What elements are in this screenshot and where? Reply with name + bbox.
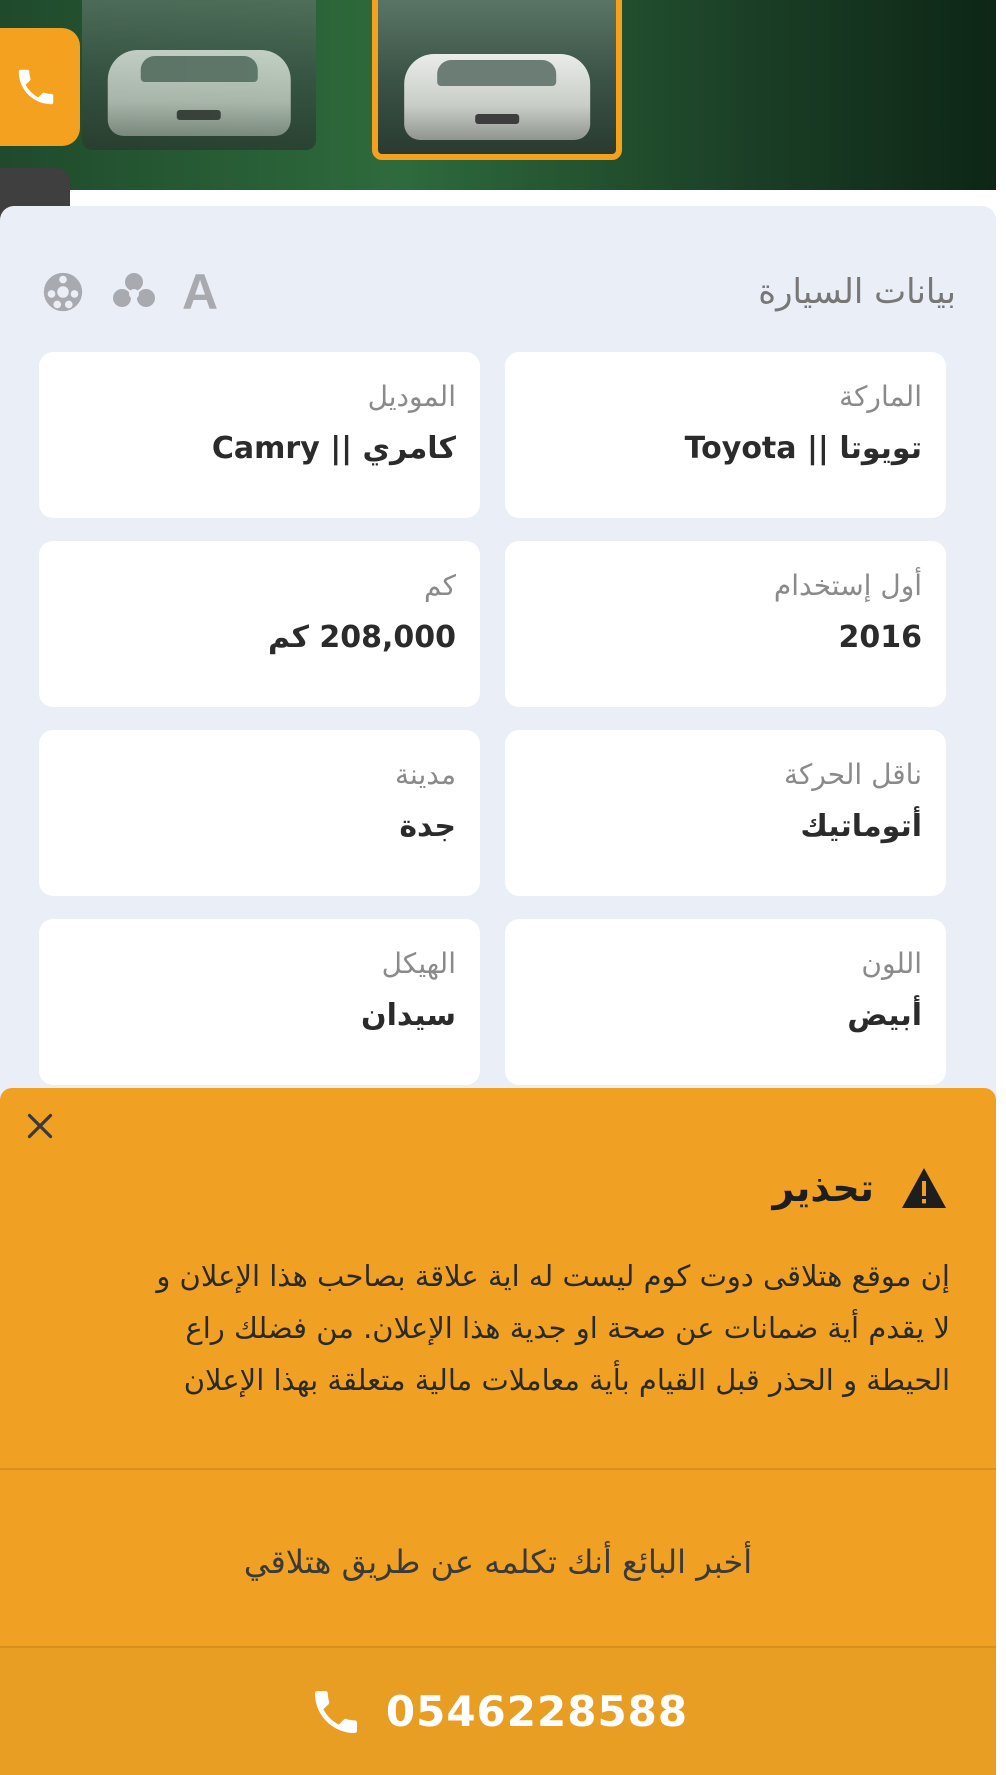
phone-icon [308, 1684, 364, 1740]
field-value: 2016 [838, 620, 922, 655]
field-label: الماركة [839, 380, 922, 413]
section-title: بيانات السيارة [758, 272, 956, 312]
warning-title-row [772, 1166, 948, 1210]
car-image [404, 54, 590, 140]
field-label: اللون [861, 947, 922, 980]
field-card-mileage [39, 541, 480, 707]
field-card-body [39, 919, 480, 1085]
field-value: جدة [399, 809, 456, 844]
call-seller-button[interactable] [0, 1648, 996, 1775]
header-icons [40, 263, 218, 321]
field-label: كم [424, 569, 456, 602]
warning-icon [900, 1166, 948, 1210]
field-label: مدينة [395, 758, 456, 791]
divider [0, 1468, 996, 1470]
wheel-icon [40, 269, 86, 315]
field-value: أتوماتيك [800, 809, 922, 844]
field-label: الموديل [367, 380, 456, 413]
field-value: سيدان [361, 998, 456, 1033]
field-value: كامري || Camry [211, 431, 456, 466]
field-value: أبيض [847, 998, 922, 1033]
automatic-icon: A [182, 264, 219, 320]
car-photo-thumbnail[interactable] [82, 0, 316, 150]
warning-line: لا يقدم أية ضمانات عن صحة او جدية هذا الإعلان. من فضلك راع [185, 1311, 950, 1345]
field-card-brand [505, 352, 946, 518]
field-value: تويوتا || Toyota [684, 431, 922, 466]
field-label: الهيكل [381, 947, 456, 980]
photo-gallery [0, 0, 996, 190]
field-label: أول إستخدام [773, 569, 922, 602]
field-card-first-use [505, 541, 946, 707]
engine-icon [110, 268, 158, 316]
tell-seller-note: أخبر البائع أنك تكلمه عن طريق هتلاقي [243, 1543, 753, 1581]
floating-call-button[interactable] [0, 28, 80, 146]
car-image [108, 50, 291, 136]
car-photo-thumbnail-selected[interactable] [372, 0, 622, 160]
warning-panel [0, 1088, 996, 1775]
car-data-section [0, 206, 996, 1106]
phone-icon [13, 64, 59, 110]
field-label: ناقل الحركة [784, 758, 922, 791]
field-value: 208,000 كم [267, 620, 456, 655]
field-card-color [505, 919, 946, 1085]
close-icon [22, 1108, 58, 1144]
field-card-city [39, 730, 480, 896]
field-card-transmission [505, 730, 946, 896]
field-card-model [39, 352, 480, 518]
section-header [40, 262, 956, 322]
phone-number: 0546228588 [385, 1687, 689, 1736]
warning-message [60, 1250, 950, 1406]
close-button[interactable] [18, 1104, 62, 1148]
warning-line: الحيطة و الحذر قبل القيام بأية معاملات مالية متعلقة بهذا الإعلان [183, 1363, 950, 1397]
warning-line: إن موقع هتلاقى دوت كوم ليست له اية علاقة بصاحب هذا الإعلان و [156, 1259, 950, 1293]
warning-title: تحذير [772, 1166, 874, 1210]
